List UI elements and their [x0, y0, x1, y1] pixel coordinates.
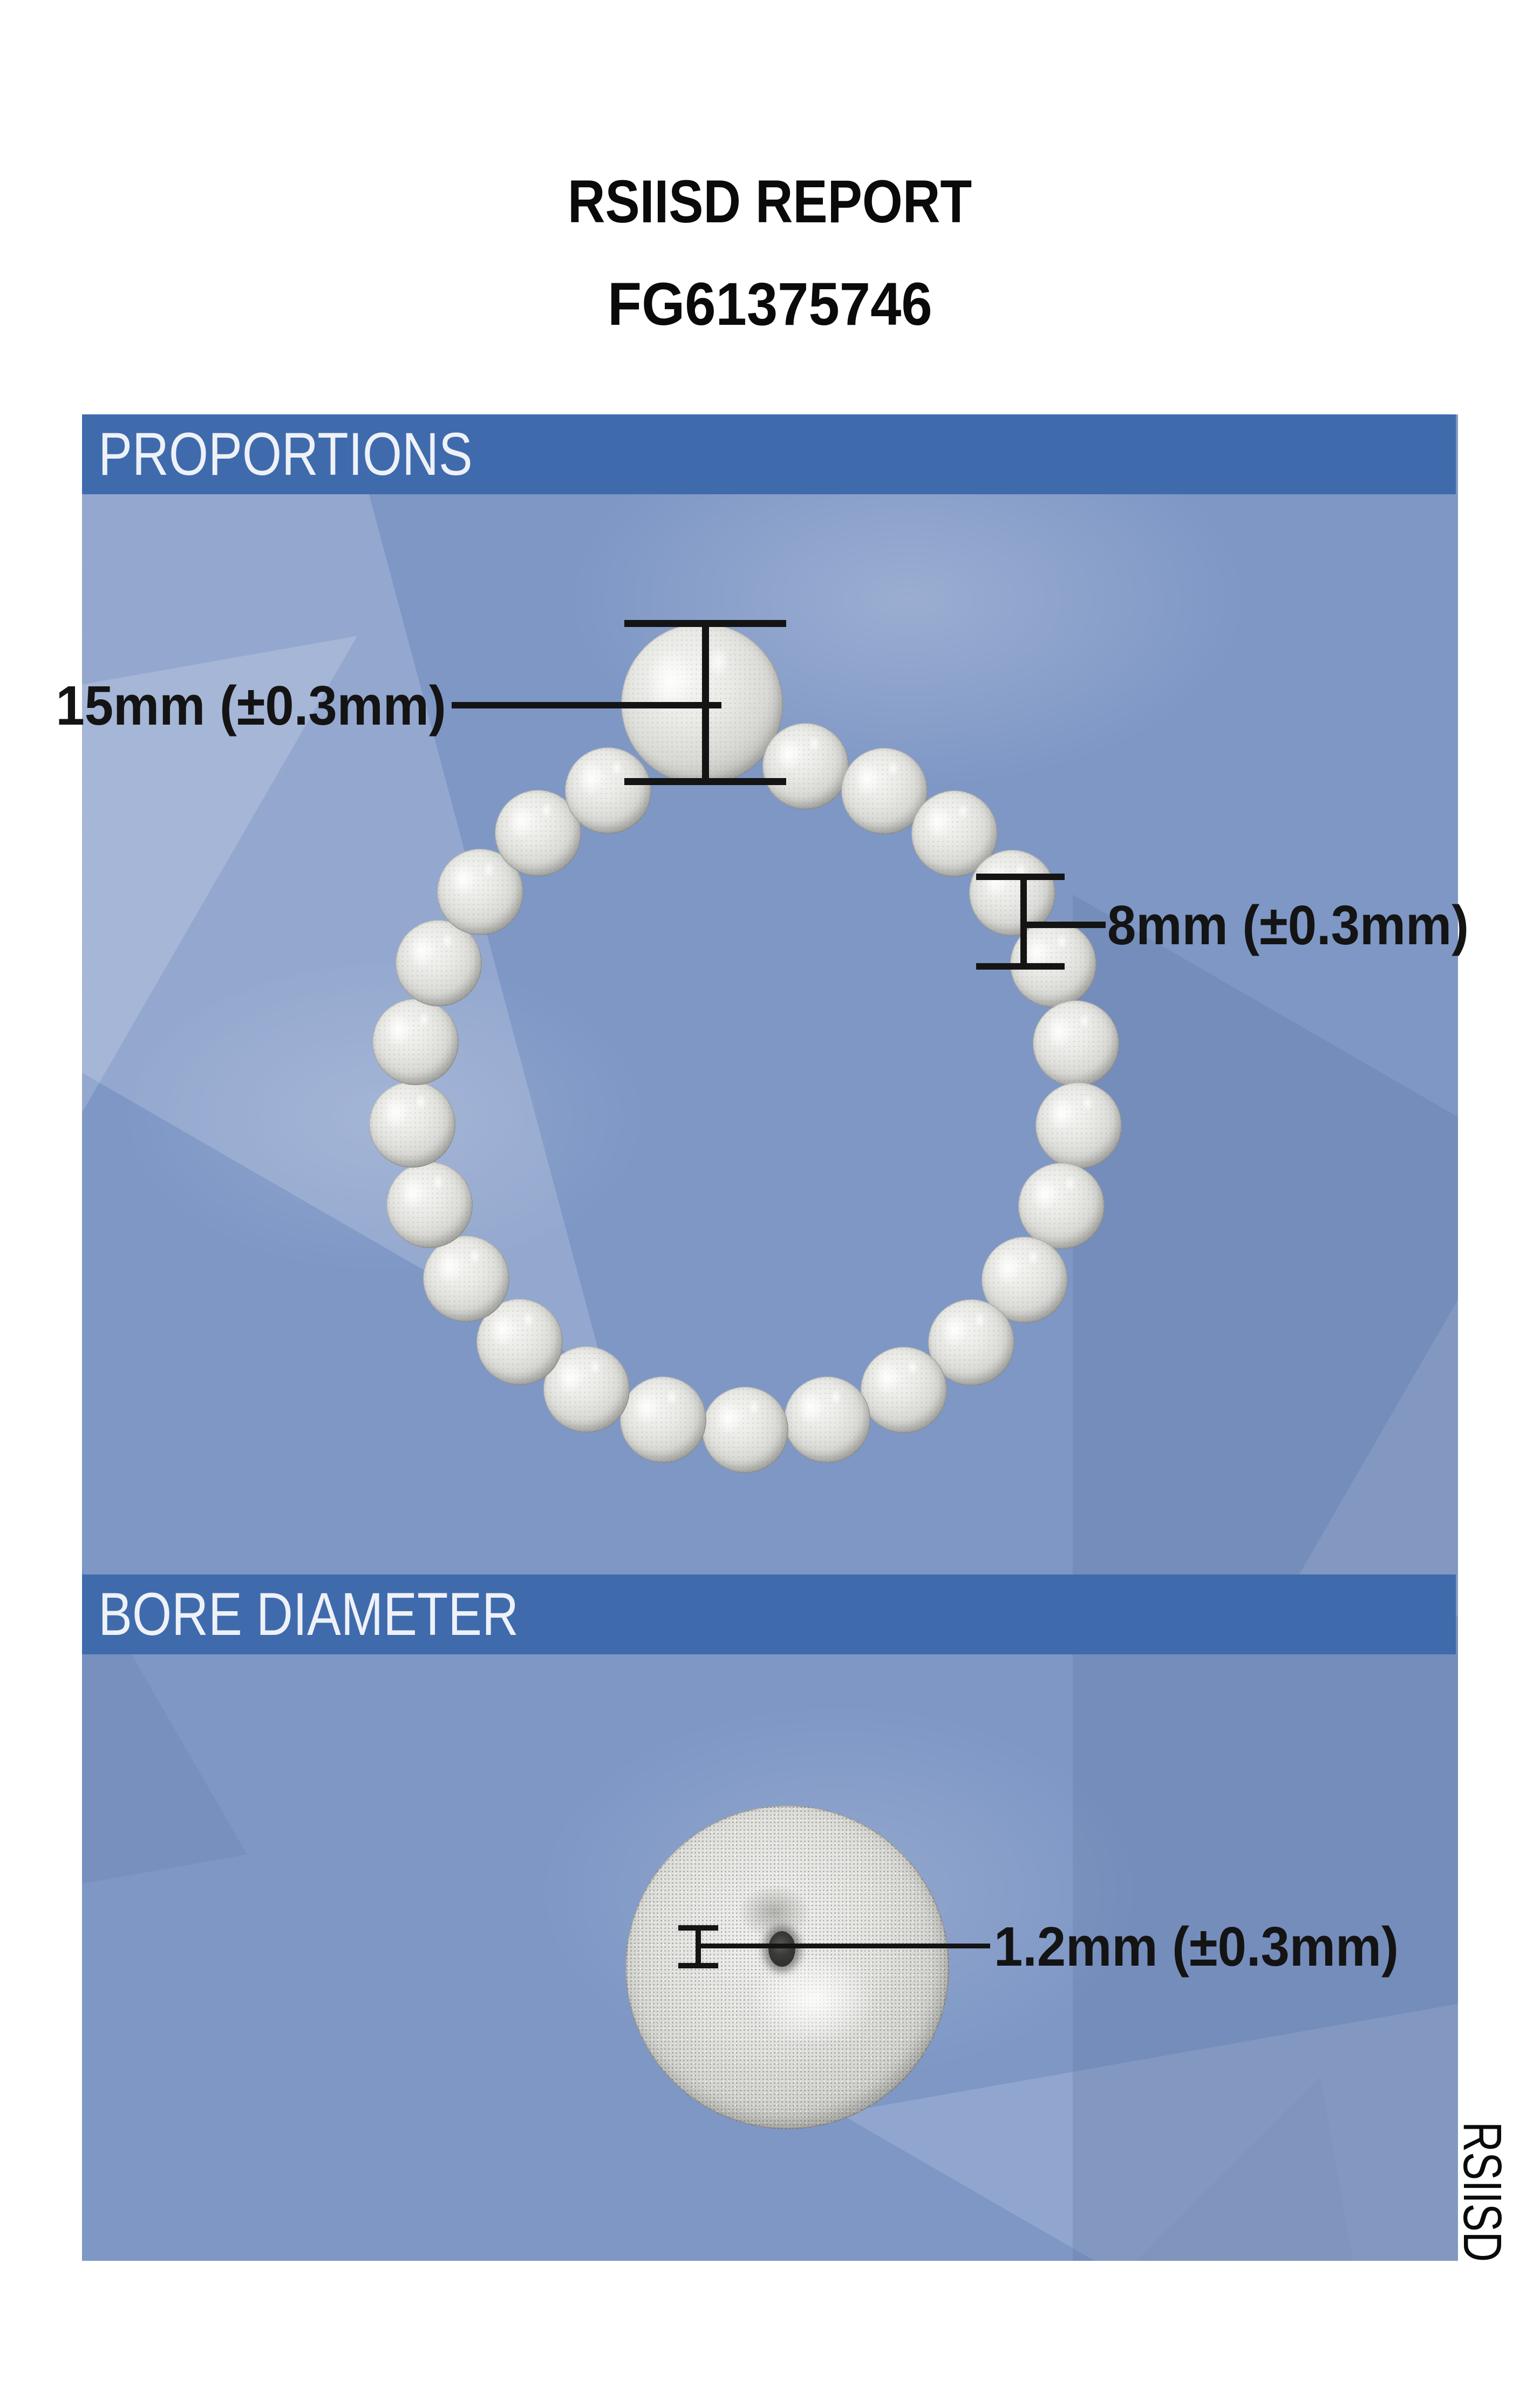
small-bead	[565, 747, 651, 834]
certificate-number-text: FG61375746	[608, 270, 932, 338]
section-header-proportions	[82, 414, 1456, 494]
bore-hole	[768, 1931, 795, 1967]
bore-measurement-label: 1.2mm (±0.3mm)	[994, 1915, 1399, 1978]
small-bead	[620, 1376, 706, 1463]
bore-bead-illustration	[625, 1805, 949, 2129]
report-title	[0, 168, 1540, 235]
small-bead-measurement-label: 8mm (±0.3mm)	[1107, 894, 1469, 956]
small-bead	[861, 1347, 947, 1433]
small-bead	[372, 999, 459, 1085]
section-header-proportions-label: PROPORTIONS	[98, 420, 473, 488]
section-header-bore-diameter-label: BORE DIAMETER	[98, 1580, 519, 1648]
measure-bore-leader-line	[698, 1944, 990, 1948]
small-bead	[423, 1236, 509, 1322]
small-bead	[1018, 1163, 1105, 1249]
report-title-text: RSIISD REPORT	[568, 168, 972, 235]
small-bead	[1035, 1082, 1122, 1169]
brand-vertical-text: RSIISD	[1452, 2122, 1512, 2262]
certificate-number	[0, 270, 1540, 338]
small-bead	[369, 1081, 455, 1168]
small-bead	[386, 1162, 473, 1248]
small-bead	[1033, 1000, 1119, 1087]
measure-15mm-leader-line	[452, 702, 721, 708]
small-bead	[784, 1376, 870, 1463]
report-body-panel	[56, 414, 1469, 2261]
small-bead	[702, 1387, 788, 1473]
section-header-bore-diameter	[82, 1574, 1456, 1654]
measure-8mm-leader-line	[1024, 922, 1106, 928]
large-bead-measurement-label: 15mm (±0.3mm)	[56, 674, 446, 737]
small-bead	[762, 723, 849, 809]
